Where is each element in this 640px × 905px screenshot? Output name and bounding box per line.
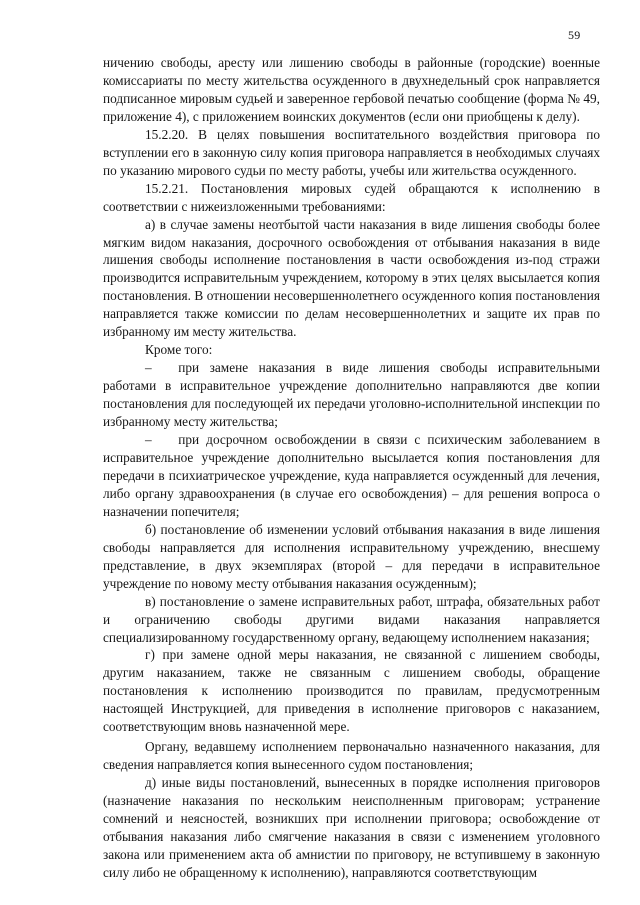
paragraph-item-d: д) иные виды постановлений, вынесенных в порядке исполнения приговоров (назначение наказания по нескольким неисполненным приговорам; устранение сомнений и неясностей, возникших при исполнении приговора; освобождение от отбывания наказания либо смягчение наказания в связи с изменением уголовного закона или применением акта об амнистии по приговору, не вступившему в законную силу либо не обращенному к исполнению), направляются соответствующим (103, 775, 600, 880)
paragraph-organ: Органу, ведавшему исполнением первоначально назначенного наказания, для сведения направляется копия вынесенного судом постановления; (103, 739, 600, 773)
paragraph-item-v: в) постановление о замене исправительных работ, штрафа, обязательных работ и ограничению свободы другими видами наказания направляется специализированному государственному органу, ведающему исполнением наказания; (103, 593, 600, 645)
paragraph-dash-2: – при досрочном освобождении в связи с психическим заболеванием в исправительное учреждение дополнительно высылается копия постановления для передачи в психиатрическое учреждение, куда направляется осужденный для лечения, либо органу здравоохранения (в случае его освобождения) – для решения вопроса о назначении попечителя; (103, 432, 600, 519)
paragraph-15-2-20: 15.2.20. В целях повышения воспитательного воздействия приговора по вступлении его в законную силу копия приговора направляется в необходимых случаях по указанию мирового судьи по месту работы, учебы или жительства осужденного. (103, 126, 600, 178)
paragraph-besides: Кроме того: (145, 342, 213, 358)
paragraph-item-b: б) постановление об изменении условий отбывания наказания в виде лишения свободы направляется для исполнения исправительному учреждению, внесшему представление, в двух экземплярах (второй – для передачи в исправительное учреждение по новому месту отбывания наказания осужденным); (103, 521, 600, 591)
paragraph-item-g: г) при замене одной меры наказания, не связанной с лишением свободы, другим наказанием, также не связанным с лишением свободы, обращение постановления к исполнению производится по правилам, предусмотренным настоящей Инструкцией, для приведения в исполнение приговоров с наказанием, соответствующим вновь назначенной мере. (103, 647, 600, 735)
document-body (103, 54, 600, 882)
paragraph-15-2-21: 15.2.21. Постановления мировых судей обращаются к исполнению в соответствии с нижеизложенными требованиями: (103, 180, 600, 214)
paragraph-item-a: а) в случае замены неотбытой части наказания в виде лишения свободы более мягким видом наказания, досрочного освобождения от отбывания наказания в виде лишения свободы исполнение постановления в части освобождения из-под стражи производится исправительным учреждением, которому в этих целях высылается копия постановления. В отношении несовершеннолетнего осужденного копия постановления направляется также комиссии по делам несовершеннолетних и защите их прав по избранному им месту жительства. (103, 216, 600, 340)
paragraph-continuation: ничению свободы, аресту или лишению свободы в районные (городские) военные комиссариаты по месту жительства осужденного в двухнедельный срок направляется подписанное мировым судьей и заверенное гербовой печатью сообщение (форма № 49, приложение 4), с приложением воинских документов (если они приобщены к делу). (103, 55, 600, 124)
page-number: 59 (568, 28, 581, 42)
paragraph-dash-1: – при замене наказания в виде лишения свободы исправительными работами в исправительное учреждение дополнительно направляются две копии постановления для последующей их передачи уголовно-исполнительной инспекции по избранному месту жительства; (103, 360, 600, 430)
